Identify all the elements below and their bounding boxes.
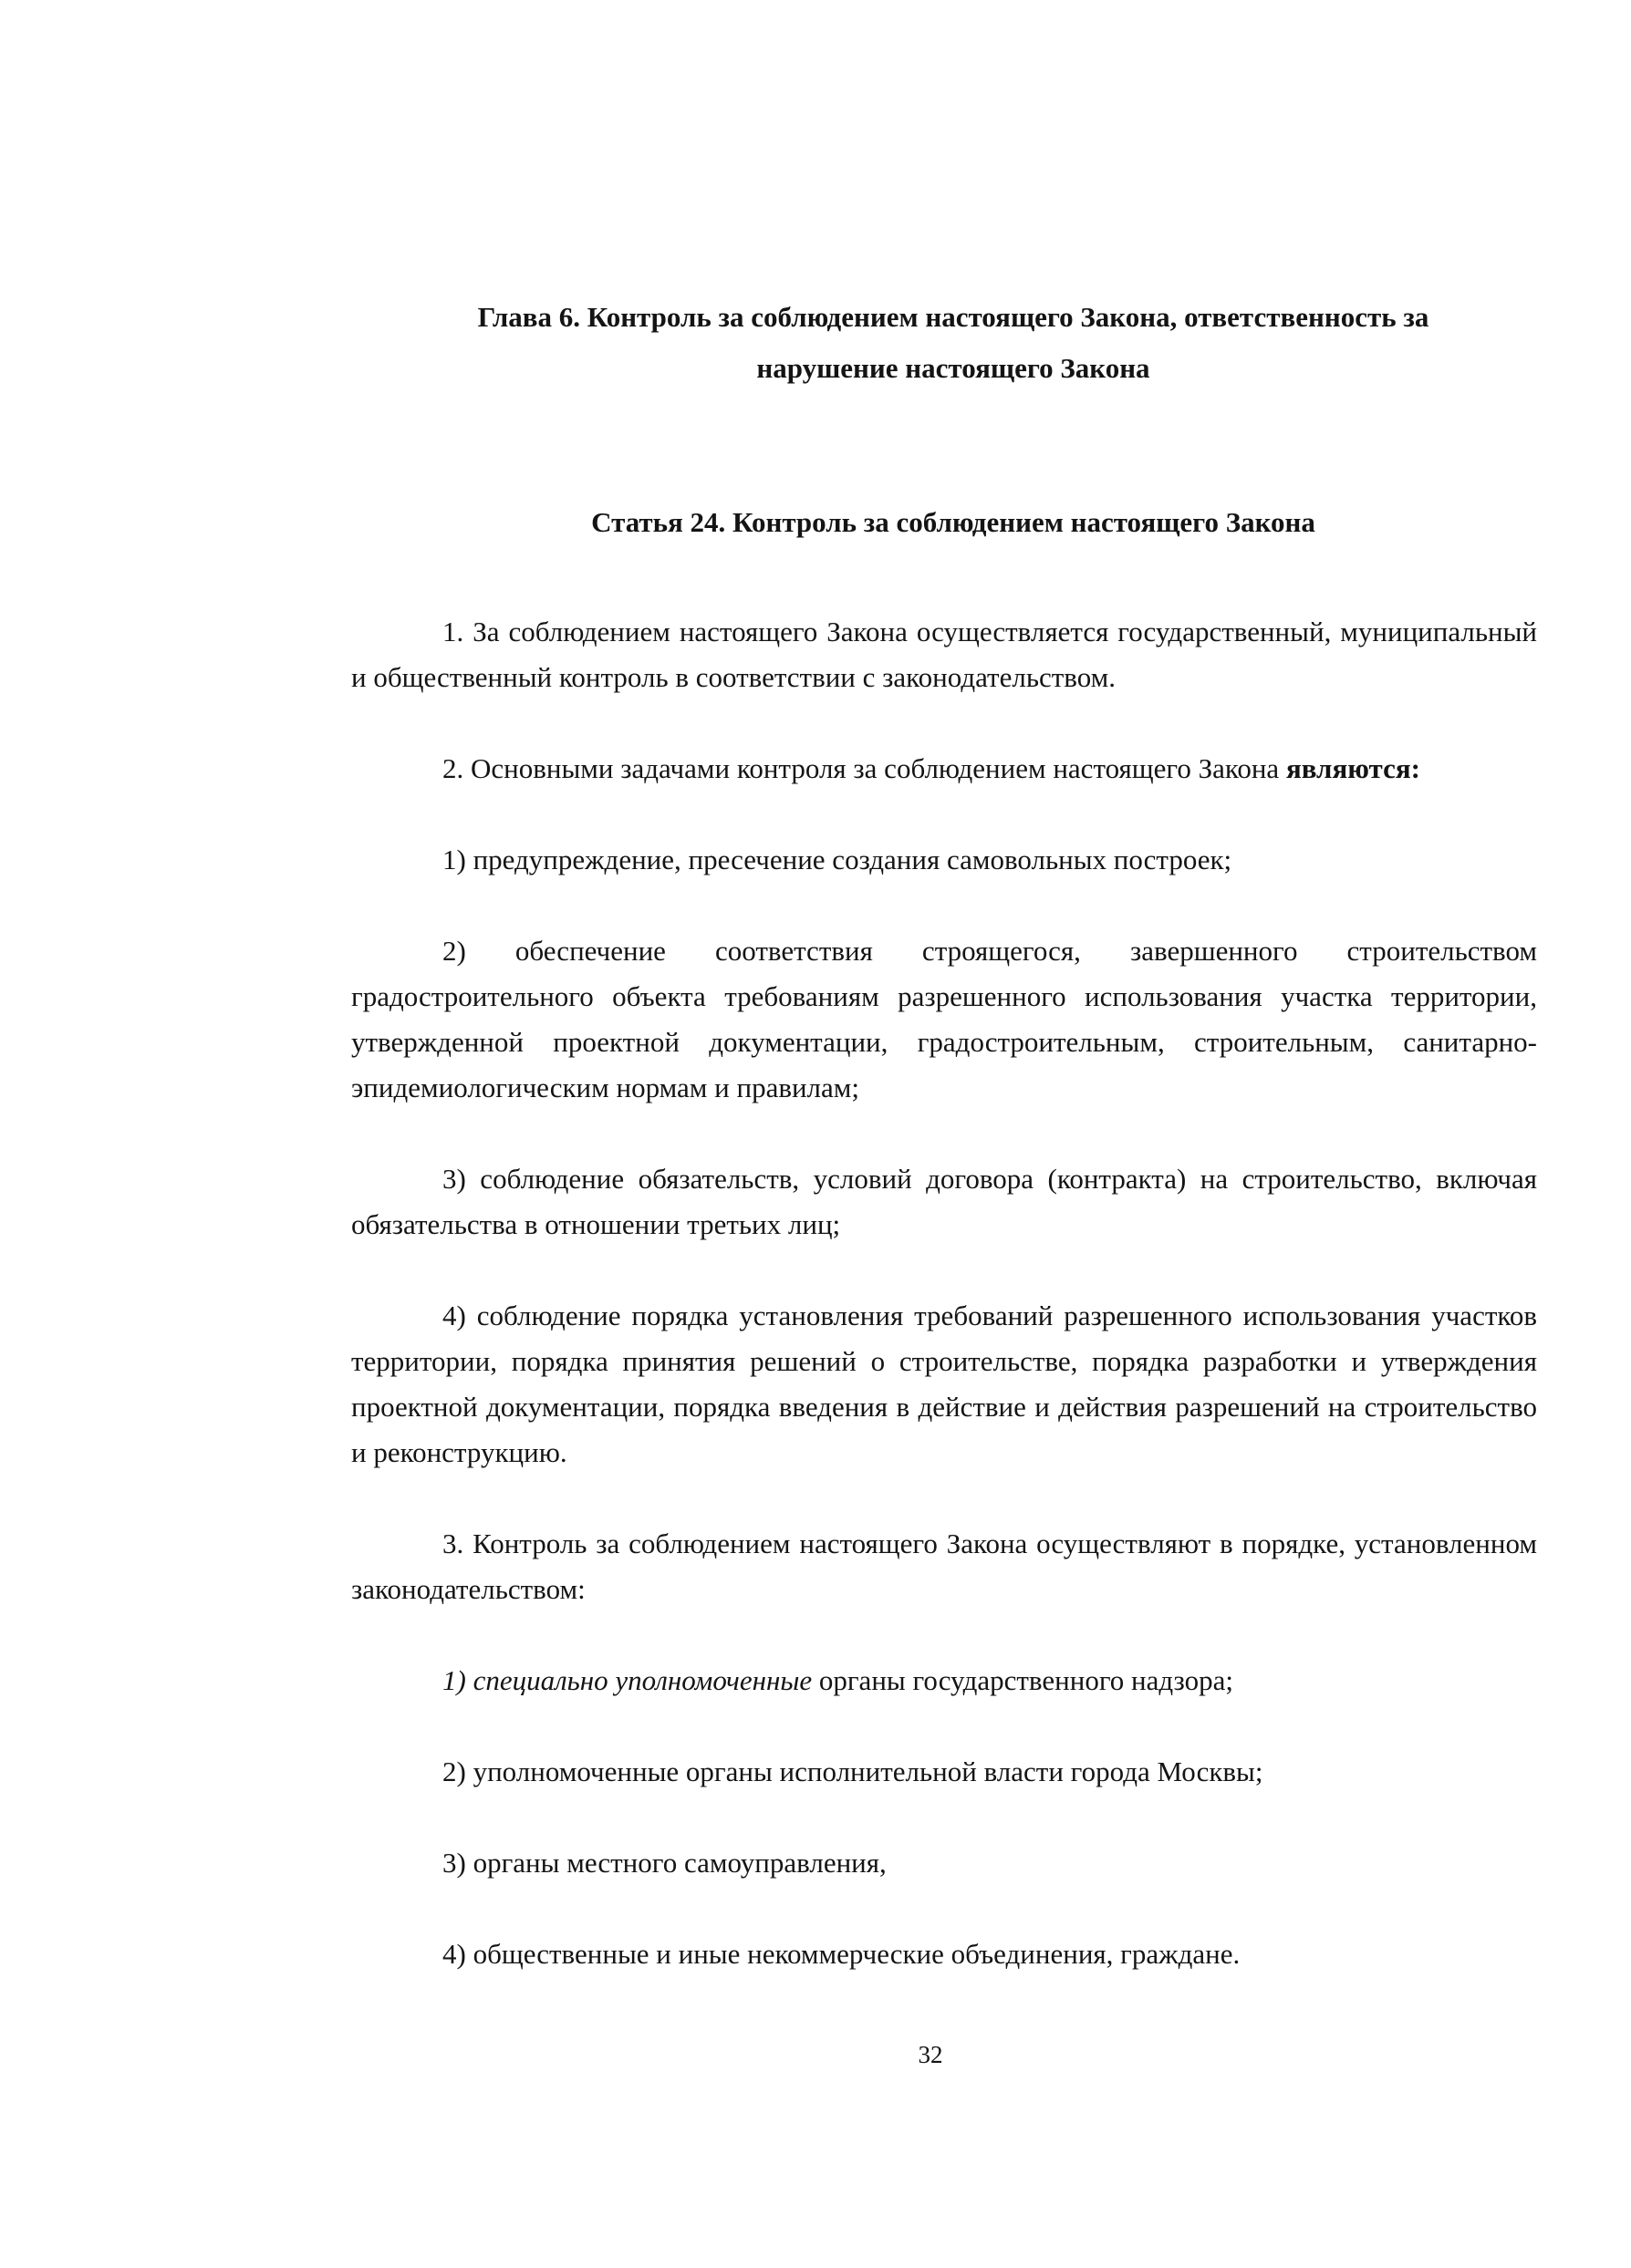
list-item-2-3: 3) соблюдение обязательств, условий договора (контракта) на строительство, включая обязательства в отношении третьих лиц;: [351, 1163, 1537, 1240]
article-title: Статья 24. Контроль за соблюдением настоящего Закона: [591, 506, 1315, 538]
list-item-3-1: [351, 1658, 1537, 1704]
list-item-2-4: 4) соблюдение порядка установления требований разрешенного использования участков территории, порядка принятия решений о строительстве, порядка разработки и утверждения проектной документации, порядка введения в действие и действия разрешений на строительство и реконструкцию.: [351, 1300, 1537, 1468]
list-item-3-3: 3) органы местного самоуправления,: [442, 1847, 887, 1879]
paragraph-1: 1. За соблюдением настоящего Закона осуществляется государственный, муниципальный и общественный контроль в соответствии с законодательством.: [351, 616, 1537, 693]
list-item-3-1-text: органы государственного надзора;: [812, 1664, 1233, 1696]
list-item-2-1: 1) предупреждение, пресечение создания самовольных построек;: [442, 844, 1232, 875]
page-number: 32: [918, 2041, 943, 2068]
paragraph-2-bold: являются:: [1285, 752, 1420, 784]
paragraph-3: 3. Контроль за соблюдением настоящего Закона осуществляют в порядке, установленном законодательством:: [351, 1528, 1537, 1605]
paragraph-2: [351, 746, 1537, 792]
chapter-title-line-2: нарушение настоящего Закона: [756, 352, 1150, 384]
list-item-2-2: 2) обеспечение соответствия строящегося, завершенного строительством градостроительного объекта требованиям разрешенного использования участка территории, утвержденной проектной документации, градостроительным, строительным, санитарно-эпидемиологическим нормам и правилам;: [351, 935, 1537, 1103]
chapter-title-line-1: Глава 6. Контроль за соблюдением настоящего Закона, ответственность за: [477, 301, 1429, 333]
list-item-3-4: 4) общественные и иные некоммерческие объединения, граждане.: [442, 1938, 1241, 1970]
chapter-title: [347, 292, 1560, 394]
paragraph-2-text: 2. Основными задачами контроля за соблюдением настоящего Закона: [442, 752, 1286, 784]
list-item-3-1-italic: 1) специально уполномоченные: [442, 1664, 813, 1696]
list-item-3-2: 2) уполномоченные органы исполнительной власти города Москвы;: [442, 1755, 1263, 1787]
